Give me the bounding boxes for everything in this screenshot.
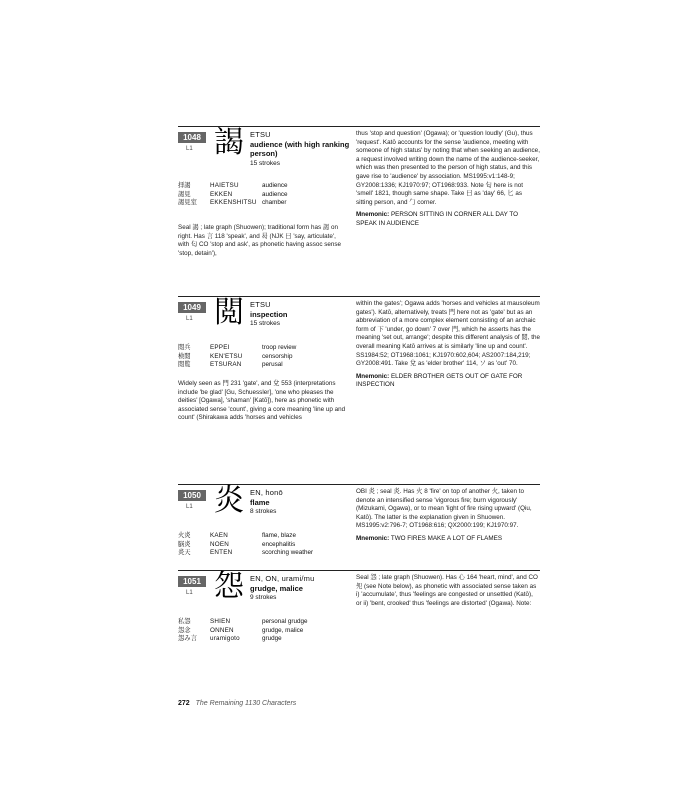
compound-row: 閲覧 ETSURAN perusal bbox=[178, 361, 283, 368]
compound-row: 謁見 EKKEN audience bbox=[178, 190, 288, 198]
mnemonic: Mnemonic: ELDER BROTHER GETS OUT OF GATE FOR INSPECTION bbox=[356, 372, 523, 389]
compound-row: 炎天 ENTEN scorching weather bbox=[178, 549, 314, 556]
mnemonic: Mnemonic: PERSON SITTING IN CORNER ALL DAY TO SPEAK IN AUDIENCE bbox=[356, 211, 519, 227]
entry-right-column bbox=[356, 574, 540, 608]
entry-right-column bbox=[356, 488, 540, 544]
entry-onyomi: EN, ON, urami/mu bbox=[250, 574, 315, 583]
entry-level: L1 bbox=[186, 504, 193, 510]
entry-meaning: inspection bbox=[250, 310, 288, 319]
compound-row: 火炎 KAEN flame, blaze bbox=[178, 532, 296, 539]
compound-list bbox=[178, 182, 350, 208]
etymology-text-right: within the gates'; Ogawa adds 'horses and vehicles at mausoleum gates'). Katō, alternatively, treats 門 here not as 'gate' but as an abbreviation of a more complex element consisting of an archaic form of 下 'under, go down' 7 over 門, which he asserts has the meaning 'set out, arrange'; despite this different analysis of 閲, the overall meaning Katō arrives at is similarly 'line up and count'. SS1984:52; OT1968:1061; KJ1970:602,604; AS2007:184,219; GY2008:491. Take 兌 as 'elder brother' 114, ソ as 'out' 70. bbox=[356, 300, 540, 368]
compound-list bbox=[178, 618, 350, 644]
entry-1048 bbox=[178, 126, 540, 294]
entry-meaning: audience (with high ranking person) bbox=[250, 140, 350, 158]
entry-kanji: 炎 bbox=[214, 483, 244, 518]
compound-row: 怨念 ONNEN grudge, malice bbox=[178, 626, 304, 634]
entry-kanji: 謁 bbox=[214, 125, 244, 160]
compound-row: 検閲 KEN'ETSU censorship bbox=[178, 352, 293, 360]
compound-row: 私怨 SHIEN personal grudge bbox=[178, 618, 308, 625]
entry-level: L1 bbox=[186, 316, 193, 322]
entry-onyomi: ETSU bbox=[250, 130, 271, 139]
entry-strokes: 9 strokes bbox=[250, 594, 277, 601]
entry-meaning: grudge, malice bbox=[250, 584, 303, 593]
entry-1051 bbox=[178, 570, 540, 666]
entry-kanji: 怨 bbox=[214, 569, 244, 604]
compound-row: 拝謁 HAIETSU audience bbox=[178, 182, 288, 189]
compound-list bbox=[178, 344, 350, 370]
page-footer bbox=[178, 700, 296, 707]
etymology-text-right: Seal 怨 ; late graph (Shuowen). Has 心 164 'heart, mind', and CO 夗 (see Note below), as phonetic with associated sense taken as i) 'accumulate', thus 'feelings are congested or unsettled (Katō), or ii) 'bent, crooked' thus 'feelings are distorted' (Ogawa). Note: bbox=[356, 574, 538, 607]
compound-row: 怨み言 uramigoto grudge bbox=[178, 635, 282, 642]
compound-row: 閲兵 EPPEI troop review bbox=[178, 344, 297, 351]
entry-kanji: 閲 bbox=[214, 295, 244, 330]
etymology-text-right: thus 'stop and question' (Ogawa); or 'question loudly' (Gu), thus 'request'. Katō accounts for the sense 'audience, meeting with someone of high status' by noting that when seeking an audience, a request involved writing down the name of the audience-seeker, which was then presented to the person of high status, and this gave rise to 'audience' by association. MS1995:v1:148-9; GY2008:1336; KJ1970:97; OT1968:933. Note 匂 here is not 'smell' 1821, though same shape. Take 曰 as 'day' 66, 匕 as sitting person, and 勹 corner. bbox=[356, 130, 540, 206]
page-number: 272 bbox=[178, 700, 190, 707]
entry-number: 1048 bbox=[178, 132, 206, 143]
running-title: The Remaining 1130 Characters bbox=[195, 700, 297, 707]
entry-level: L1 bbox=[186, 590, 193, 596]
entry-number: 1050 bbox=[178, 490, 206, 501]
entry-strokes: 8 strokes bbox=[250, 508, 277, 515]
entry-number: 1049 bbox=[178, 302, 206, 313]
etymology-text-left: Widely seen as 門 231 'gate', and 兌 553 (interpretations include 'be glad' [Gu, Schuessler], 'one who pleases the deities' [Ogawa], 'shaman' [Katō]), here as phonetic with associated sense 'count', giving a core meaning 'line up and count' (Shirakawa adds 'horses and vehicles bbox=[178, 380, 346, 422]
entry-level: L1 bbox=[186, 146, 193, 152]
entry-right-column bbox=[356, 300, 540, 390]
entry-onyomi: EN, honō bbox=[250, 488, 283, 497]
compound-row: 謁見室 EKKENSHITSU chamber bbox=[178, 199, 287, 206]
entry-right-column bbox=[356, 130, 540, 229]
compound-list bbox=[178, 532, 350, 558]
entry-number: 1051 bbox=[178, 576, 206, 587]
entry-1049 bbox=[178, 296, 540, 482]
mnemonic: Mnemonic: TWO FIRES MAKE A LOT OF FLAMES bbox=[356, 534, 503, 542]
compound-row: 脳炎 NOEN encephalitis bbox=[178, 540, 296, 548]
entry-strokes: 15 strokes bbox=[250, 160, 280, 167]
etymology-text-right: OBI 炎 ; seal 炎. Has 火 8 'fire' on top of another 火, taken to denote an intensified sense 'vigorous fire; burn vigorously' (Mizukami, Ogawa), or to mean 'light of fire rising upward' (Qiu, Katō). The latter is the explanation given in Shuowen. MS1995:v2:796-7; OT1968:616; QX2000:199; KJ1970:97. bbox=[356, 488, 532, 530]
entry-strokes: 15 strokes bbox=[250, 320, 280, 327]
entry-onyomi: ETSU bbox=[250, 300, 271, 309]
etymology-text-left: Seal 謁 ; late graph (Shuowen); traditional form has 謁 on right. Has 言 118 'speak', and 曷 (NJK 曰 'say, articulate', with 匂 CO 'stop and ask', as phonetic having assoc sense 'stop, detain'), bbox=[178, 224, 342, 257]
entry-1050 bbox=[178, 484, 540, 574]
entry-meaning: flame bbox=[250, 498, 270, 507]
